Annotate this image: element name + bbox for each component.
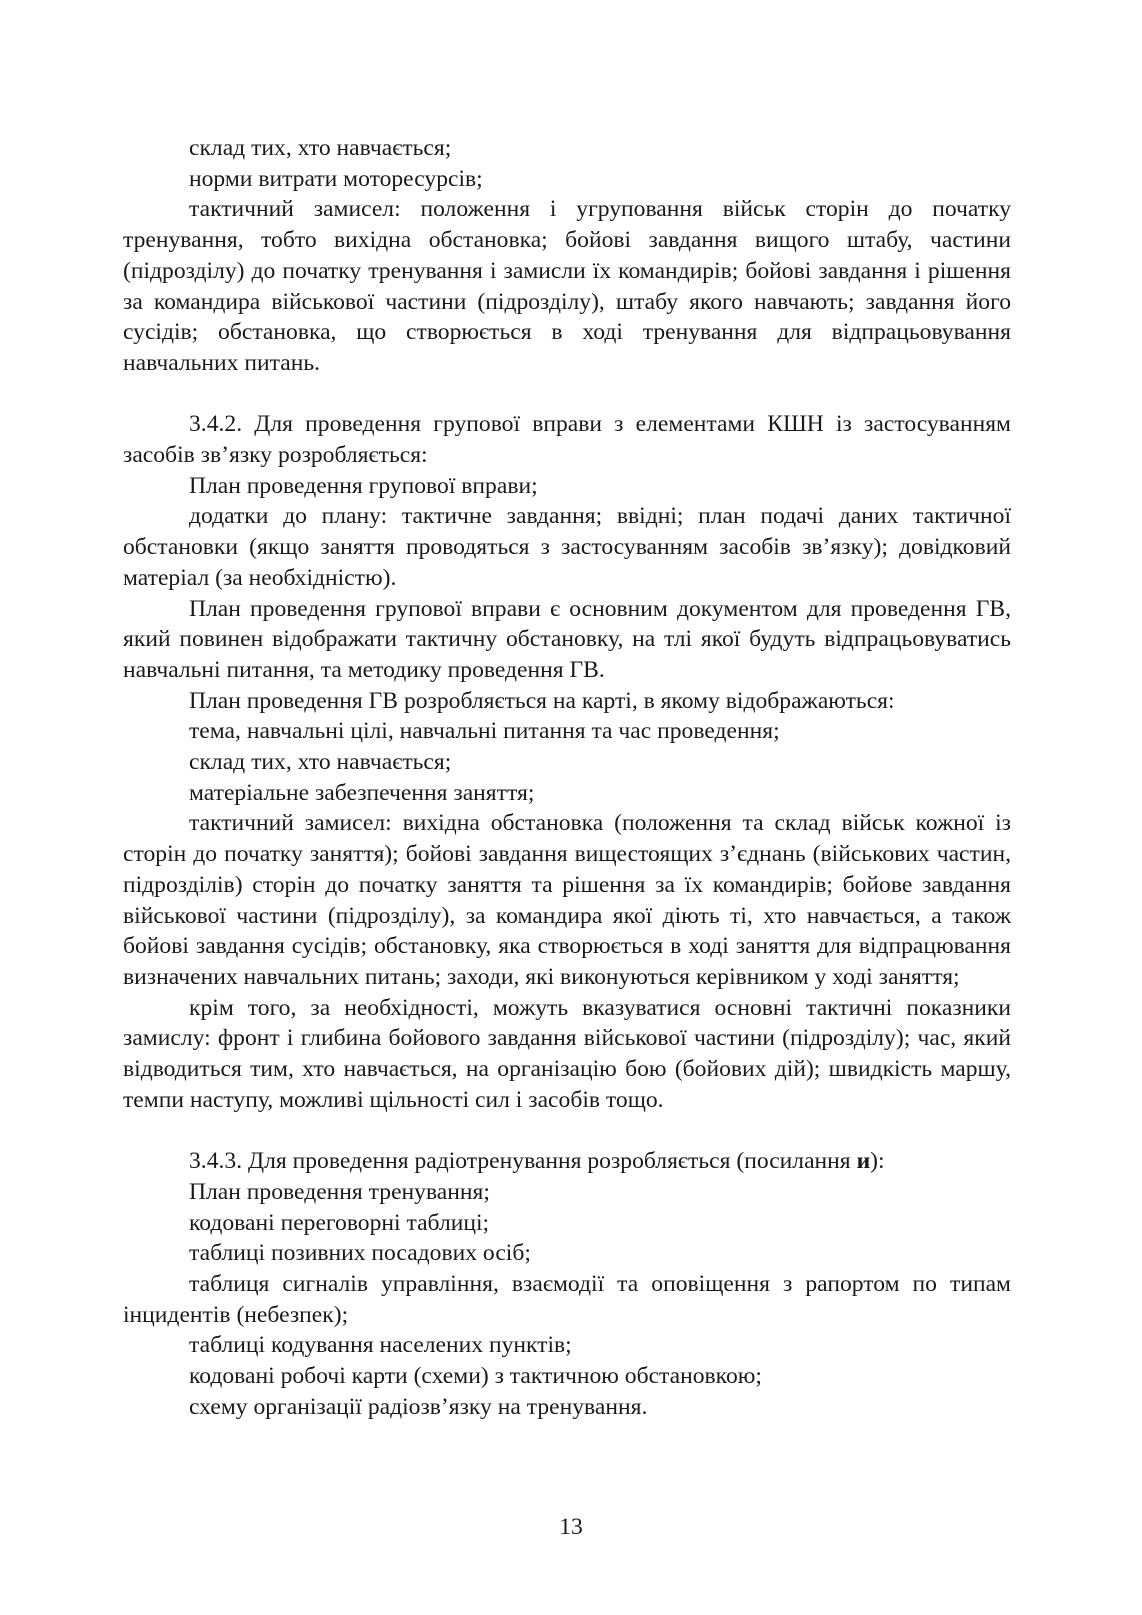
paragraph-trainees-composition: склад тих, хто навчається;: [189, 135, 452, 161]
list-item: кодовані переговорні таблиці;: [189, 1209, 490, 1236]
heading-text-end: ):: [870, 1148, 885, 1175]
section-3-4-3-heading: [123, 1146, 1011, 1177]
heading-text: 3.4.3. Для проведення радіотренування розробляється (посилання: [189, 1148, 857, 1175]
section-spacer: [123, 379, 1011, 410]
paragraph-motor-resource-norms: норми витрати моторесурсів;: [189, 165, 483, 192]
list-item: крім того, за необхідності, можуть вказуватися основні тактичні показники замислу: фронт і глибина бойового завдання військової частини (підрозділу); час, який відводиться тим, хто навчається, на організацію бою (бойових дій); швидкість маршу, темпи наступу, можливі щільності сил і засобів тощо.: [123, 994, 1011, 1113]
list-item: тактичний замисел: вихідна обстановка (положення та склад військ кожної із сторін до початку заняття); бойові завдання вищестоящих з’єднань (військових частин, підрозділів) сторін до початку заняття та рішення за їх командирів; бойове завдання військової частини (підрозділу), за командира якої діють ті, хто навчається, а також бойові завдання сусідів; обстановку, яка створюється в ході заняття для відпрацювання визначених навчальних питань; заходи, які виконуються керівником у ході заняття;: [123, 810, 1011, 990]
list-item: склад тих, хто навчається;: [189, 749, 452, 776]
list-item: План проведення групової вправи;: [189, 472, 538, 499]
paragraph-tactical-concept: тактичний замисел: положення і угруповання військ сторін до початку тренування, тобто вихідна обстановка; бойові завдання вищого штабу, частини (підрозділу) до початку тренування і замисли їх командирів; бойові завдання і рішення за командира військової частини (підрозділу), штабу якого навчають; завдання його сусідів; обстановка, що створюється в ході тренування для відпрацьовування навчальних питань.: [123, 196, 1011, 376]
list-item: таблиці позивних посадових осіб;: [189, 1240, 531, 1267]
page-number: 13: [559, 1514, 583, 1540]
section-spacer: [123, 1115, 1011, 1146]
list-item: таблиці кодування населених пунктів;: [189, 1332, 572, 1359]
reference-letter: и: [856, 1148, 871, 1175]
list-item: План проведення групової вправи є основним документом для проведення ГВ, який повинен відображати тактичну обстановку, на тлі якої будуть відпрацьовуватись навчальні питання, та методику проведення ГВ.: [123, 595, 1011, 683]
list-item: План проведення ГВ розробляється на карті, в якому відображаються:: [189, 687, 895, 714]
list-item: додатки до плану: тактичне завдання; ввідні; план подачі даних тактичної обстановки (якщо заняття проводяться з застосуванням засобів зв’язку); довідковий матеріал (за необхідністю).: [123, 503, 1011, 591]
list-item: матеріальне забезпечення заняття;: [189, 779, 535, 806]
list-item: кодовані робочі карти (схеми) з тактичною обстановкою;: [189, 1363, 762, 1390]
document-body: [123, 133, 1011, 1423]
list-item: План проведення тренування;: [189, 1178, 490, 1205]
section-3-4-2-heading: 3.4.2. Для проведення групової вправи з елементами КШН із застосуванням засобів зв’язку розробляється:: [123, 411, 1011, 469]
list-item: схему організації радіозв’язку на тренування.: [189, 1393, 648, 1420]
list-item: тема, навчальні цілі, навчальні питання та час проведення;: [189, 718, 780, 745]
list-item: таблиця сигналів управління, взаємодії та оповіщення з рапортом по типам інцидентів (небезпек);: [123, 1270, 1011, 1328]
